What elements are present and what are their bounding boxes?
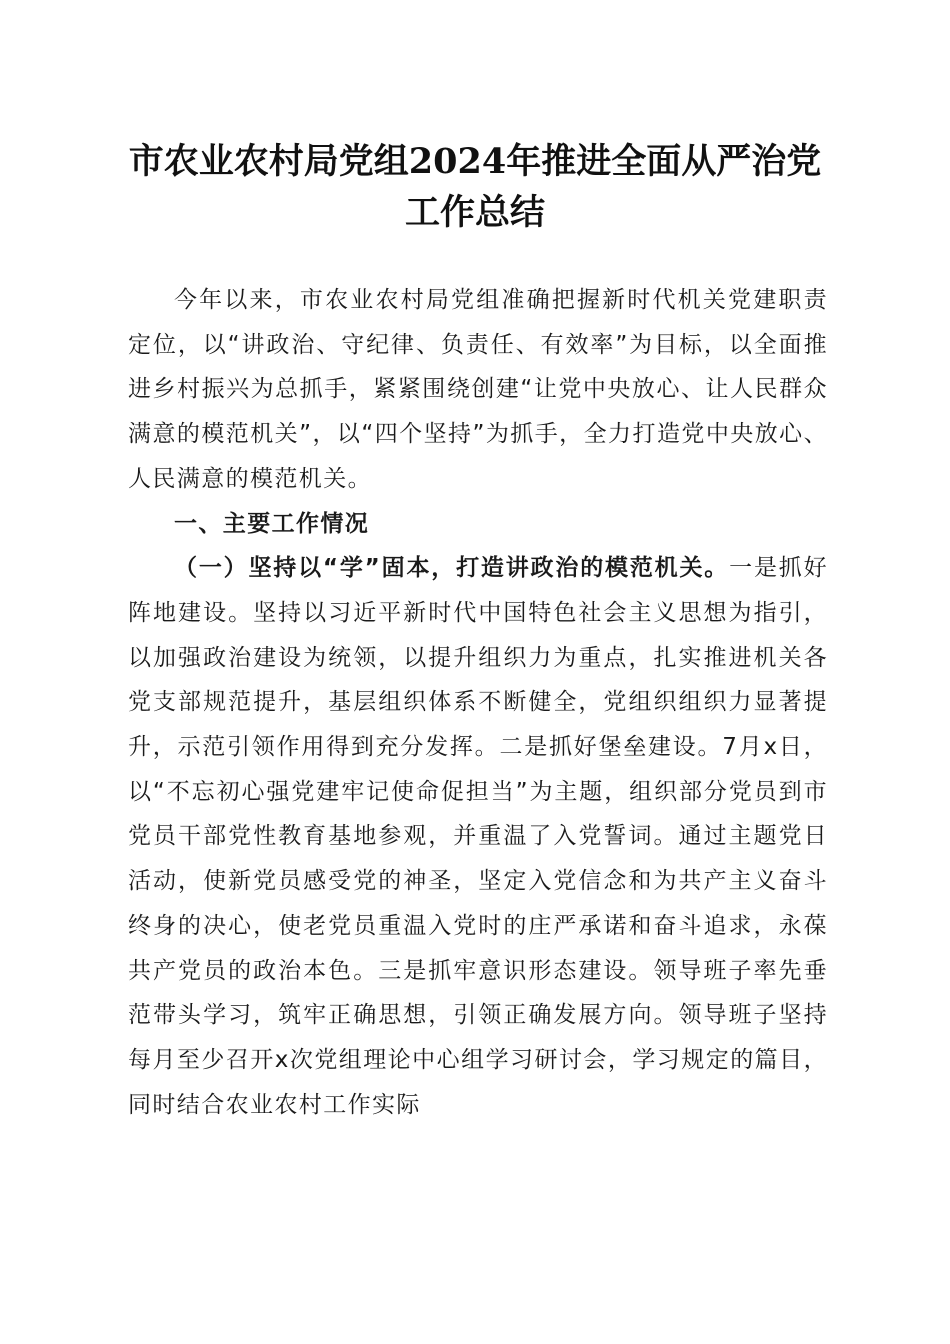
point-3-text: 领导班子率先垂范带头学习，筑牢正确思想，引领正确发展方向。领导班子坚持每月至少召开x次党组理论中心组学习研讨会，学习规定的篇目，同时结合农业农村工作实际: [128, 957, 828, 1118]
document-title: [100, 136, 850, 238]
title-line-2: 工作总结: [404, 192, 545, 233]
section-paragraph: [128, 546, 828, 1127]
point-2-label: 二是抓好堡垒建设。: [499, 734, 723, 761]
point-2-text: 7月x日，以“不忘初心强党建牢记使命促担当”为主题，组织部分党员到市党员干部党性教育基地参观，并重温了入党誓词。通过主题党日活动，使新党员感受党的神圣，坚定入党信念和为共产主义奋斗终身的决心，使老党员重温入党时的庄严承诺和奋斗追求，永葆共产党员的政治本色。: [128, 734, 828, 984]
subsection-heading: （一）坚持以“学”固本，打造讲政治的模范机关。: [174, 555, 730, 582]
section-heading: 一、主要工作情况: [174, 510, 370, 537]
point-3-label: 三是抓牢意识形态建设。: [378, 957, 654, 984]
title-line-1: 市农业农村局党组2024年推进全面从严治党: [128, 141, 822, 182]
point-1-text: 坚持以习近平新时代中国特色社会主义思想为指引，以加强政治建设为统领，以提升组织力为重点，扎实推进机关各党支部规范提升，基层组织体系不断健全，党组织组织力显著提升，示范引领作用得到充分发挥。: [128, 599, 829, 761]
point-1-label: 一是抓好阵地建设。: [128, 555, 828, 626]
intro-paragraph: 今年以来，市农业农村局党组准确把握新时代机关党建职责定位，以“讲政治、守纪律、负责任、有效率”为目标，以全面推进乡村振兴为总抓手，紧紧围绕创建“让党中央放心、让人民群众满意的模范机关”，以“四个坚持”为抓手，全力打造党中央放心、人民满意的模范机关。: [128, 287, 828, 492]
document-body: [128, 278, 828, 1127]
